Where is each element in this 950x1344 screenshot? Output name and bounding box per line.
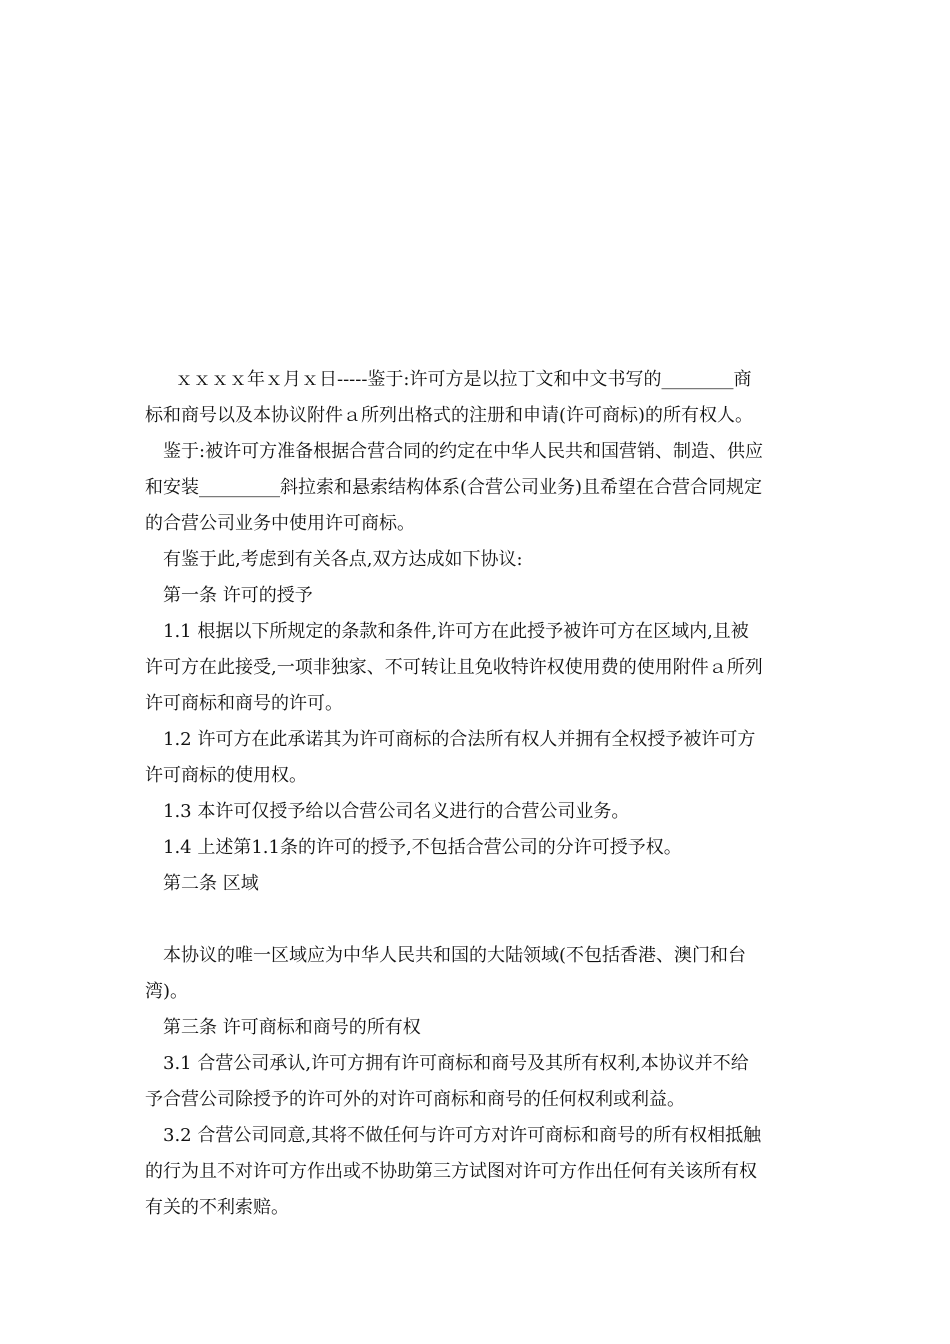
- text-line: 予合营公司除授予的许可外的对许可商标和商号的任何权利或利益。: [145, 1089, 685, 1110]
- section-heading: 第三条 许可商标和商号的所有权: [163, 1017, 421, 1038]
- spacer: [145, 902, 815, 938]
- text-line: 许可商标和商号的许可。: [145, 693, 343, 714]
- text-line: 许可商标的使用权。: [145, 765, 307, 786]
- document-body: [145, 362, 815, 1226]
- text-line: 湾)。: [145, 981, 189, 1002]
- text-line: 有鉴于此,考虑到有关各点,双方达成如下协议:: [163, 549, 523, 570]
- text-line: 标和商号以及本协议附件ａ所列出格式的注册和申请(许可商标)的所有权人。: [145, 405, 754, 426]
- text-line: 鉴于:被许可方准备根据合营合同的约定在中华人民共和国营销、制造、供应: [163, 441, 764, 462]
- text-line: 的合营公司业务中使用许可商标。: [145, 513, 415, 534]
- text-line: 1.2 许可方在此承诺其为许可商标的合法所有权人并拥有全权授予被许可方: [163, 729, 756, 750]
- text-line: 本协议的唯一区域应为中华人民共和国的大陆领域(不包括香港、澳门和台: [163, 945, 747, 966]
- text-line: 有关的不利索赔。: [145, 1197, 289, 1218]
- section-heading: 第二条 区域: [163, 873, 259, 894]
- text-line: 和安装_________斜拉索和悬索结构体系(合营公司业务)且希望在合营合同规定: [145, 477, 763, 498]
- text-line: ｘｘｘｘ年ｘ月ｘ日-----鉴于:许可方是以拉丁文和中文书写的________商: [175, 369, 752, 390]
- text-line: 1.1 根据以下所规定的条款和条件,许可方在此授予被许可方在区域内,且被: [163, 621, 749, 642]
- text-line: 1.4 上述第1.1条的许可的授予,不包括合营公司的分许可授予权。: [163, 837, 682, 858]
- text-line: 许可方在此接受,一项非独家、不可转让且免收特许权使用费的使用附件ａ所列: [145, 657, 763, 678]
- text-line: 3.2 合营公司同意,其将不做任何与许可方对许可商标和商号的所有权相抵触: [163, 1125, 762, 1146]
- text-line: 的行为且不对许可方作出或不协助第三方试图对许可方作出任何有关该所有权: [145, 1161, 757, 1182]
- text-line: 1.3 本许可仅授予给以合营公司名义进行的合营公司业务。: [163, 801, 630, 822]
- text-line: 3.1 合营公司承认,许可方拥有许可商标和商号及其所有权利,本协议并不给: [163, 1053, 749, 1074]
- section-heading: 第一条 许可的授予: [163, 585, 313, 606]
